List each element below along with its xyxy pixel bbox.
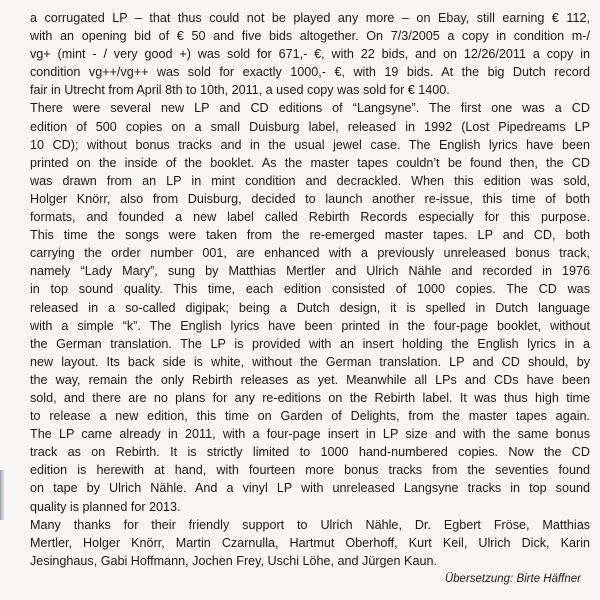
text-line: on tape by Ulrich Nähle. And a vinyl LP with unreleased Langsyne tracks in top sound (30, 481, 590, 496)
paragraph (30, 516, 590, 570)
paragraph (30, 99, 590, 515)
text-line: released in a so-called digipak; being a Dutch design, it is spelled in Dutch language (30, 300, 590, 315)
text-line: new layout. Its back side is white, without the German translation. LP and CD should, by (30, 354, 590, 369)
text-line: with an opening bid of € 50 and five bids altogether. On 7/3/2005 a copy in condition m-/ (30, 29, 590, 44)
text-line: sold, and there are no plans for any re-editions on the Rebirth label. It was thus high time (30, 390, 590, 405)
text-line: printed on the inside of the booklet. As the master tapes couldn’t be found then, the CD (30, 155, 590, 170)
text-line: formats, and founded a new label called Rebirth Records especially for this purpose. (30, 210, 590, 225)
paragraphs (30, 9, 590, 570)
text-line: the way, remain the only Rebirth releases as yet. Meanwhile all LPs and CDs have been (30, 372, 590, 387)
text-line: with a simple “k”. The English lyrics have been printed in the four-page booklet, without (30, 318, 590, 333)
text-line: This time the songs were taken from the re-emerged master tapes. LP and CD, both (30, 228, 590, 243)
text-line: Many thanks for their friendly support to Ulrich Nähle, Dr. Egbert Fröse, Matthias (30, 517, 590, 532)
text-line: condition vg++/vg++ was sold for exactly 1000,- €, with 19 bids. At the big Dutch record (30, 65, 590, 80)
text-line: The LP came already in 2011, with a four-page insert in LP size and with the same bonus (30, 427, 590, 442)
text-body (30, 9, 590, 588)
text-line: was drawn from an LP in mint condition and decrackled. When this edition was sold, (30, 173, 590, 188)
text-line: fair in Utrecht from April 8th to 10th, 2011, a used copy was sold for € 1400. (30, 83, 450, 98)
text-line: to release a new edition, this time on Garden of Delights, from the master tapes again. (30, 409, 590, 424)
text-line: the German translation. The LP is provided with an insert holding the English lyrics in a (30, 336, 590, 351)
text-line: track as on Rebirth. It is strictly limited to 1000 hand-numbered copies. Now the CD (30, 445, 590, 460)
text-line: Holger Knörr, also from Duisburg, decided to launch another re-issue, this time of both (30, 191, 590, 206)
paragraph (30, 9, 590, 99)
text-line: edition of 500 copies on a small Duisburg label, released in 1992 (Lost Pipedreams LP (30, 119, 590, 134)
page-edge-shadow (0, 470, 5, 520)
text-line: 10 CD); without bonus tracks and in the usual jewel case. The English lyrics have been (30, 137, 590, 152)
text-line: Mertler, Holger Knörr, Martin Czarnulla, Hartmut Oberhoff, Kurt Keil, Ulrich Dick, Karin (30, 535, 590, 550)
text-line: Jesinghaus, Gabi Hoffmann, Jochen Frey, Uschi Löhe, and Jürgen Kaun. (30, 553, 437, 568)
text-line: namely “Lady Mary”, sung by Matthias Mertler and Ulrich Nähle and recorded in 1976 (30, 264, 590, 279)
text-line: There were several new LP and CD editions of “Langsyne”. The first one was a CD (30, 101, 590, 116)
text-line: quality is planned for 2013. (30, 499, 181, 514)
translator-credit: Übersetzung: Birte Häffner (444, 572, 581, 585)
text-line: carrying the order number 001, are enhanced with a previously unreleased bonus track, (30, 246, 590, 261)
text-line: vg+ (mint - / very good +) was sold for 671,- €, with 22 bids, and on 12/26/2011 a copy in (30, 47, 590, 62)
text-line: edition is herewith at hand, with fourteen more bonus tracks from the seventies found (30, 463, 590, 478)
text-line: in top sound quality. This time, each edition consisted of 1000 copies. The CD was (30, 282, 590, 297)
text-line: a corrugated LP – that thus could not be played any more – on Ebay, still earning € 112, (30, 11, 590, 25)
